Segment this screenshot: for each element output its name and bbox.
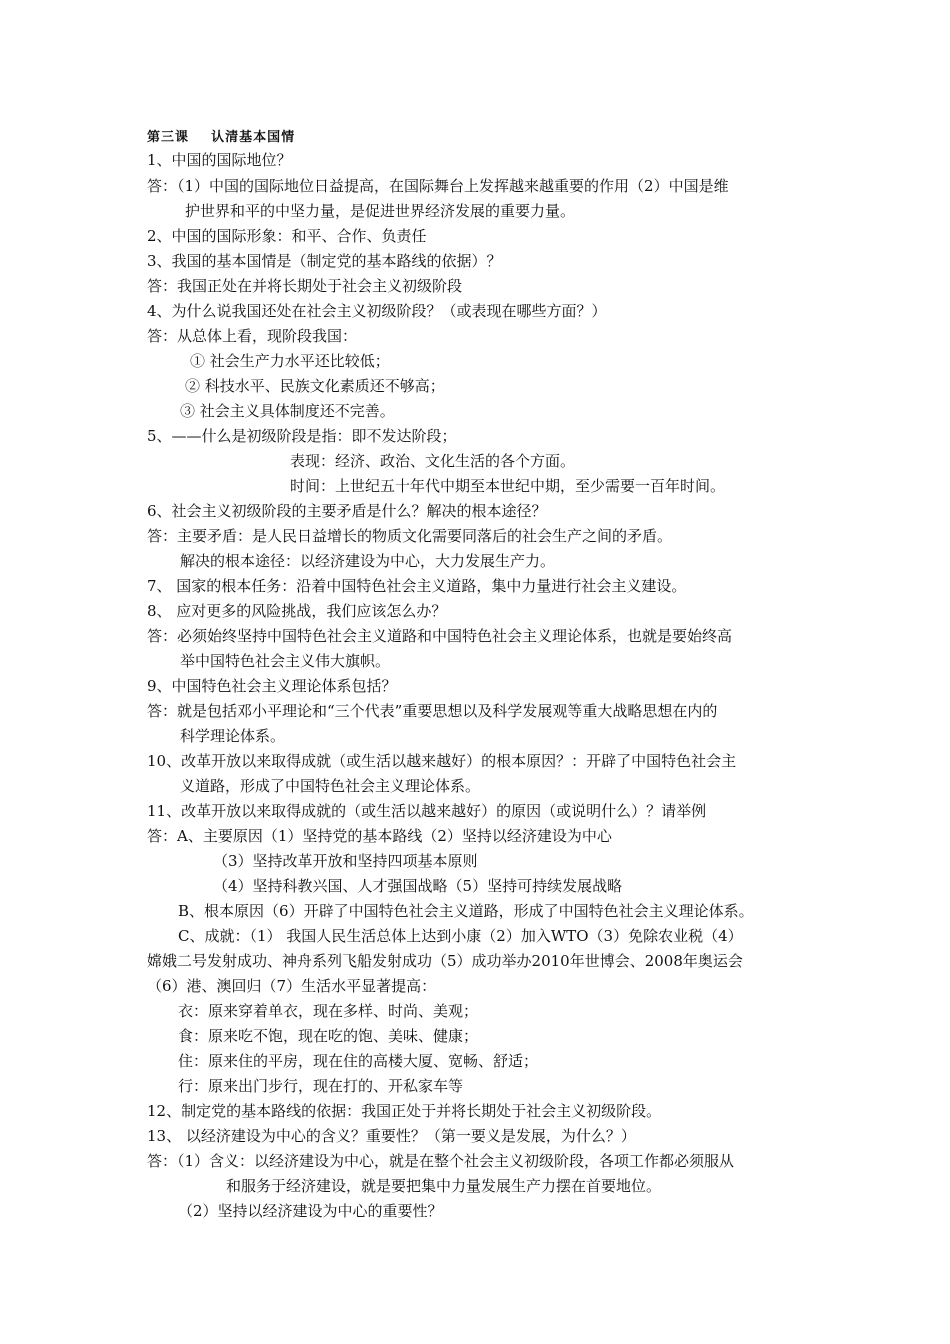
text-line: 时间：上世纪五十年代中期至本世纪中期，至少需要一百年时间。: [290, 477, 726, 495]
text-line: C、成就：（1） 我国人民生活总体上达到小康（2）加入WTO（3）免除农业税（4）: [178, 927, 743, 945]
text-line: （3）坚持改革开放和坚持四项基本原则: [213, 852, 478, 870]
text-line: 答：就是包括邓小平理论和“三个代表”重要思想以及科学发展观等重大战略思想在内的: [147, 702, 718, 720]
text-line: 答：必须始终坚持中国特色社会主义道路和中国特色社会主义理论体系，也就是要始终高: [147, 627, 733, 645]
text-line: 护世界和平的中坚力量，是促进世界经济发展的重要力量。: [185, 202, 576, 220]
text-line: 食：原来吃不饱，现在吃的饱、美味、健康；: [178, 1027, 479, 1045]
text-line: ② 科技水平、民族文化素质还不够高；: [185, 377, 445, 395]
text-line: 答：我国正处在并将长期处于社会主义初级阶段: [147, 277, 463, 295]
text-line: 13、 以经济建设为中心的含义？重要性？（第一要义是发展，为什么？）: [147, 1127, 636, 1145]
text-line: 1、中国的国际地位？: [147, 151, 292, 169]
text-line: 答：（1）含义：以经济建设为中心，就是在整个社会主义初级阶段，各项工作都必须服从: [147, 1152, 735, 1170]
text-line: 科学理论体系。: [180, 727, 286, 745]
text-line: ③ 社会主义具体制度还不完善。: [180, 402, 395, 420]
text-line: （6）港、澳回归（7）生活水平显著提高：: [147, 977, 437, 995]
lesson-title: 第三课 认清基本国情: [147, 130, 296, 145]
text-line: 11、改革开放以来取得成就的（或生活以越来越好）的原因（或说明什么）？请举例: [147, 802, 707, 820]
text-line: 9、中国特色社会主义理论体系包括？: [147, 677, 397, 695]
text-line: 答：主要矛盾：是人民日益增长的物质文化需要同落后的社会生产之间的矛盾。: [147, 527, 673, 545]
text-line: 行：原来出门步行，现在打的、开私家车等: [178, 1077, 464, 1095]
text-line: 3、我国的基本国情是（制定党的基本路线的依据）？: [147, 252, 502, 270]
text-line: （2）坚持以经济建设为中心的重要性？: [178, 1202, 443, 1220]
text-line: 7、 国家的根本任务：沿着中国特色社会主义道路，集中力量进行社会主义建设。: [147, 577, 687, 595]
text-line: 2、中国的国际形象：和平、合作、负责任: [147, 227, 427, 245]
text-line: B、根本原因（6）开辟了中国特色社会主义道路，形成了中国特色社会主义理论体系。: [178, 902, 754, 920]
text-line: 答：（1）中国的国际地位日益提高，在国际舞台上发挥越来越重要的作用（2）中国是维: [147, 177, 729, 195]
text-line: 答：A、主要原因（1）坚持党的基本路线（2）坚持以经济建设为中心: [147, 827, 612, 845]
text-line: 12、制定党的基本路线的依据：我国正处于并将长期处于社会主义初级阶段。: [147, 1102, 662, 1120]
text-line: 义道路，形成了中国特色社会主义理论体系。: [180, 777, 481, 795]
text-line: 答：从总体上看，现阶段我国：: [147, 327, 358, 345]
text-line: 表现：经济、政治、文化生活的各个方面。: [290, 452, 576, 470]
text-line: 举中国特色社会主义伟大旗帜。: [180, 652, 391, 670]
text-line: 8、 应对更多的风险挑战，我们应该怎么办？: [147, 602, 447, 620]
text-line: 5、——什么是初级阶段是指：即不发达阶段；: [147, 427, 457, 445]
text-line: ① 社会生产力水平还比较低；: [190, 352, 390, 370]
text-line: 衣：原来穿着单衣，现在多样、时尚、美观；: [178, 1002, 479, 1020]
text-line: 10、改革开放以来取得成就（或生活以越来越好）的根本原因？：开辟了中国特色社会主: [147, 752, 737, 770]
text-line: 嫦娥二号发射成功、神舟系列飞船发射成功（5）成功举办2010年世博会、2008年奥运会: [147, 952, 743, 970]
text-line: 和服务于经济建设，就是要把集中力量发展生产力摆在首要地位。: [226, 1177, 662, 1195]
text-line: 住：原来住的平房，现在住的高楼大厦、宽畅、舒适；: [178, 1052, 539, 1070]
text-line: 4、为什么说我国还处在社会主义初级阶段？（或表现在哪些方面？）: [147, 302, 607, 320]
text-line: 解决的根本途径：以经济建设为中心，大力发展生产力。: [180, 552, 556, 570]
text-line: 6、社会主义初级阶段的主要矛盾是什么？解决的根本途径？: [147, 502, 547, 520]
text-line: （4）坚持科教兴国、人才强国战略（5）坚持可持续发展战略: [213, 877, 623, 895]
